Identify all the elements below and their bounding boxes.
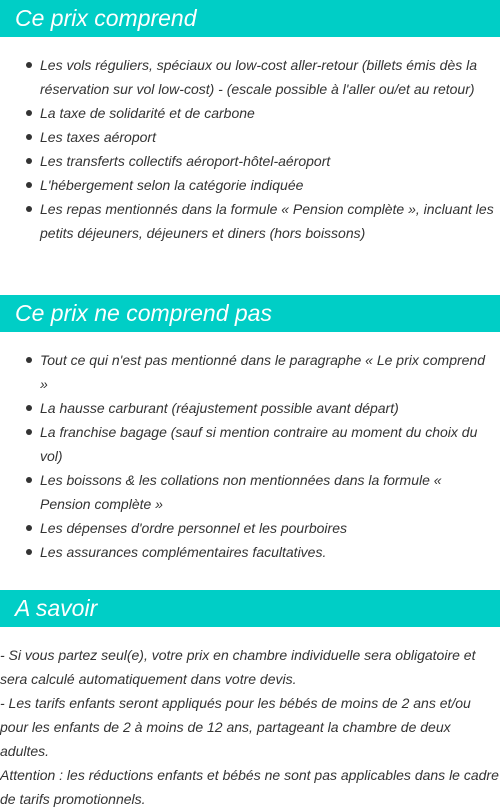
list-item: Les repas mentionnés dans la formule « Pension complète », incluant les petits déjeuners, déjeuners et diners (hors boissons) xyxy=(0,197,500,245)
good-to-know-line: - Les tarifs enfants seront appliqués pour les bébés de moins de 2 ans et/ou pour les enfants de 2 à moins de 12 ans, partageant la chambre de deux adultes. xyxy=(0,695,471,759)
list-item: La hausse carburant (réajustement possible avant départ) xyxy=(0,396,500,420)
section-header-good-to-know xyxy=(0,590,500,627)
not-included-list xyxy=(0,348,500,564)
section-header-not-included xyxy=(0,295,500,332)
included-list xyxy=(0,53,500,245)
list-item: La taxe de solidarité et de carbone xyxy=(0,101,500,125)
good-to-know-text xyxy=(0,643,500,811)
list-item: Les dépenses d'ordre personnel et les pourboires xyxy=(0,516,500,540)
list-item: L'hébergement selon la catégorie indiquée xyxy=(0,173,500,197)
list-item: Tout ce qui n'est pas mentionné dans le paragraphe « Le prix comprend » xyxy=(0,348,500,396)
section-title-included: Ce prix comprend xyxy=(15,5,197,31)
section-header-included xyxy=(0,0,500,37)
good-to-know-line: - Si vous partez seul(e), votre prix en chambre individuelle sera obligatoire et sera calculé automatiquement dans votre devis. xyxy=(0,647,476,687)
list-item: La franchise bagage (sauf si mention contraire au moment du choix du vol) xyxy=(0,420,500,468)
good-to-know-line: Attention : les réductions enfants et bébés ne sont pas applicables dans le cadre de tarifs promotionnels. xyxy=(0,767,499,807)
list-item: Les assurances complémentaires facultatives. xyxy=(0,540,500,564)
list-item: Les taxes aéroport xyxy=(0,125,500,149)
list-item: Les vols réguliers, spéciaux ou low-cost aller-retour (billets émis dès la réservation sur vol low-cost) - (escale possible à l'aller ou/et au retour) xyxy=(0,53,500,101)
section-title-good-to-know: A savoir xyxy=(15,595,98,621)
list-item: Les transferts collectifs aéroport-hôtel-aéroport xyxy=(0,149,500,173)
section-title-not-included: Ce prix ne comprend pas xyxy=(15,300,272,326)
list-item: Les boissons & les collations non mentionnées dans la formule « Pension complète » xyxy=(0,468,500,516)
